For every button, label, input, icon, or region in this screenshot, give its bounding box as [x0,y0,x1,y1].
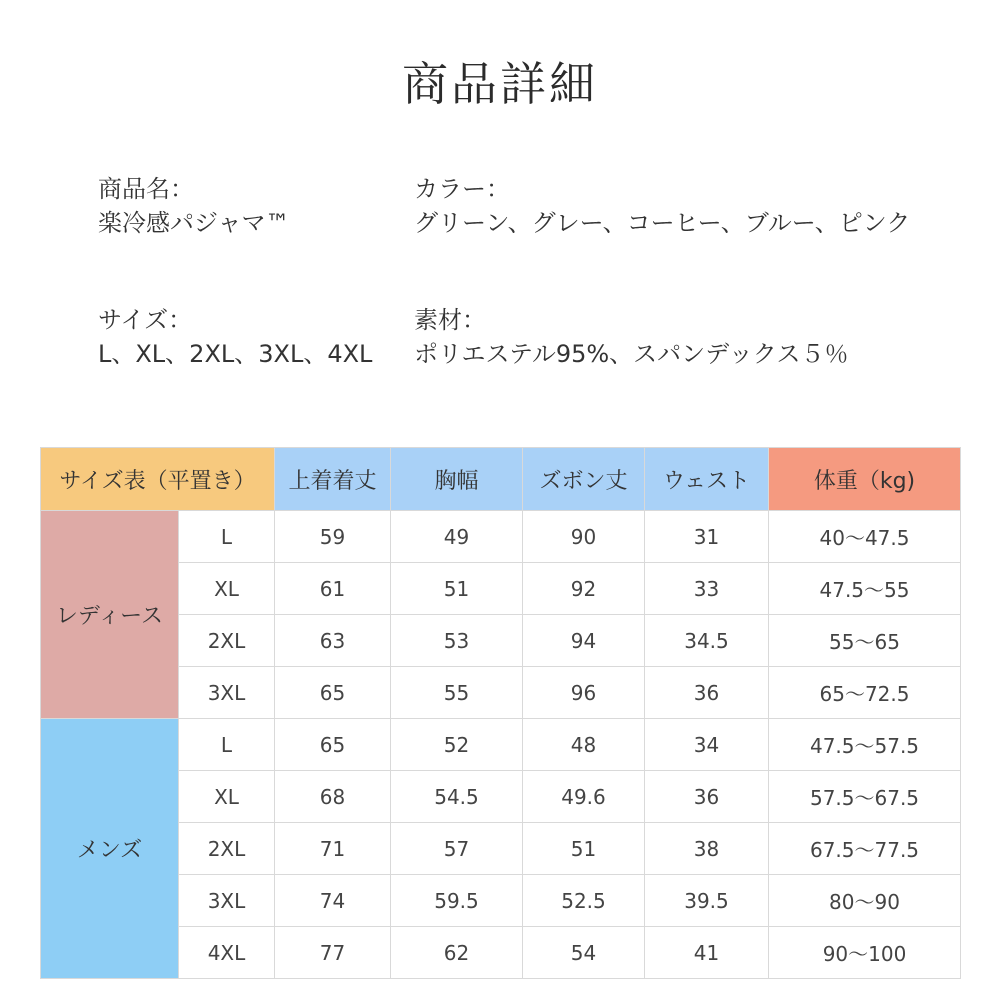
header-weight: 体重（kg) [769,448,961,511]
page-title: 商品詳細 [402,57,598,111]
table-row [41,667,961,719]
product-name-value: 楽冷感パジャマ™ [98,209,290,237]
table-cell: 67.5～77.5 [769,823,961,875]
table-cell: 77 [275,927,391,979]
table-cell: 48 [523,719,645,771]
size-table [40,447,961,979]
table-row [41,875,961,927]
table-cell: 47.5～55 [769,563,961,615]
table-cell: 36 [645,771,769,823]
color-value: グリーン、グレー、コーヒー、ブルー、ピンク [414,209,911,237]
table-cell: 53 [391,615,523,667]
table-cell: 96 [523,667,645,719]
table-cell: 57.5～67.5 [769,771,961,823]
table-cell: 90 [523,511,645,563]
size-cell: 2XL [179,615,275,667]
table-row [41,927,961,979]
size-cell: XL [179,563,275,615]
table-cell: 55～65 [769,615,961,667]
size-cell: XL [179,771,275,823]
header-top-length: 上着着丈 [275,448,391,511]
table-cell: 74 [275,875,391,927]
size-cell: L [179,511,275,563]
header-waist: ウェスト [645,448,769,511]
table-cell: 54.5 [391,771,523,823]
table-cell: 31 [645,511,769,563]
size-value: L、XL、2XL、3XL、4XL [98,340,373,368]
table-cell: 34 [645,719,769,771]
table-cell: 51 [391,563,523,615]
table-cell: 54 [523,927,645,979]
table-cell: 61 [275,563,391,615]
table-cell: 33 [645,563,769,615]
table-cell: 40～47.5 [769,511,961,563]
size-label: サイズ： [98,306,193,334]
color-label: カラー： [414,175,510,203]
product-name-label: 商品名： [98,175,194,203]
table-cell: 90～100 [769,927,961,979]
table-cell: 92 [523,563,645,615]
table-cell: 41 [645,927,769,979]
table-cell: 34.5 [645,615,769,667]
table-cell: 94 [523,615,645,667]
table-cell: 80～90 [769,875,961,927]
table-cell: 59.5 [391,875,523,927]
table-cell: 68 [275,771,391,823]
table-cell: 71 [275,823,391,875]
table-cell: 38 [645,823,769,875]
table-cell: 63 [275,615,391,667]
table-cell: 65～72.5 [769,667,961,719]
size-cell: 4XL [179,927,275,979]
table-cell: 36 [645,667,769,719]
header-pants-length: ズボン丈 [523,448,645,511]
table-cell: 51 [523,823,645,875]
table-cell: 52.5 [523,875,645,927]
color-block [414,172,910,240]
size-block [98,303,372,371]
product-name-block [98,172,290,240]
size-cell: L [179,719,275,771]
table-cell: 65 [275,719,391,771]
table-row [41,511,961,563]
table-row [41,615,961,667]
table-row [41,563,961,615]
group-ladies: レディース [41,511,179,719]
size-table-header-row [41,448,961,511]
table-cell: 49.6 [523,771,645,823]
table-cell: 49 [391,511,523,563]
material-block [414,303,848,371]
size-cell: 2XL [179,823,275,875]
table-cell: 59 [275,511,391,563]
table-row [41,771,961,823]
table-cell: 57 [391,823,523,875]
group-mens: メンズ [41,719,179,979]
material-value: ポリエステル95%、スパンデックス５％ [414,340,849,368]
table-row [41,823,961,875]
header-size-table: サイズ表（平置き） [41,448,275,511]
table-cell: 39.5 [645,875,769,927]
table-row [41,719,961,771]
header-chest-width: 胸幅 [391,448,523,511]
material-label: 素材： [414,306,486,334]
table-cell: 47.5～57.5 [769,719,961,771]
size-cell: 3XL [179,875,275,927]
table-cell: 62 [391,927,523,979]
table-cell: 65 [275,667,391,719]
size-cell: 3XL [179,667,275,719]
table-cell: 55 [391,667,523,719]
table-cell: 52 [391,719,523,771]
